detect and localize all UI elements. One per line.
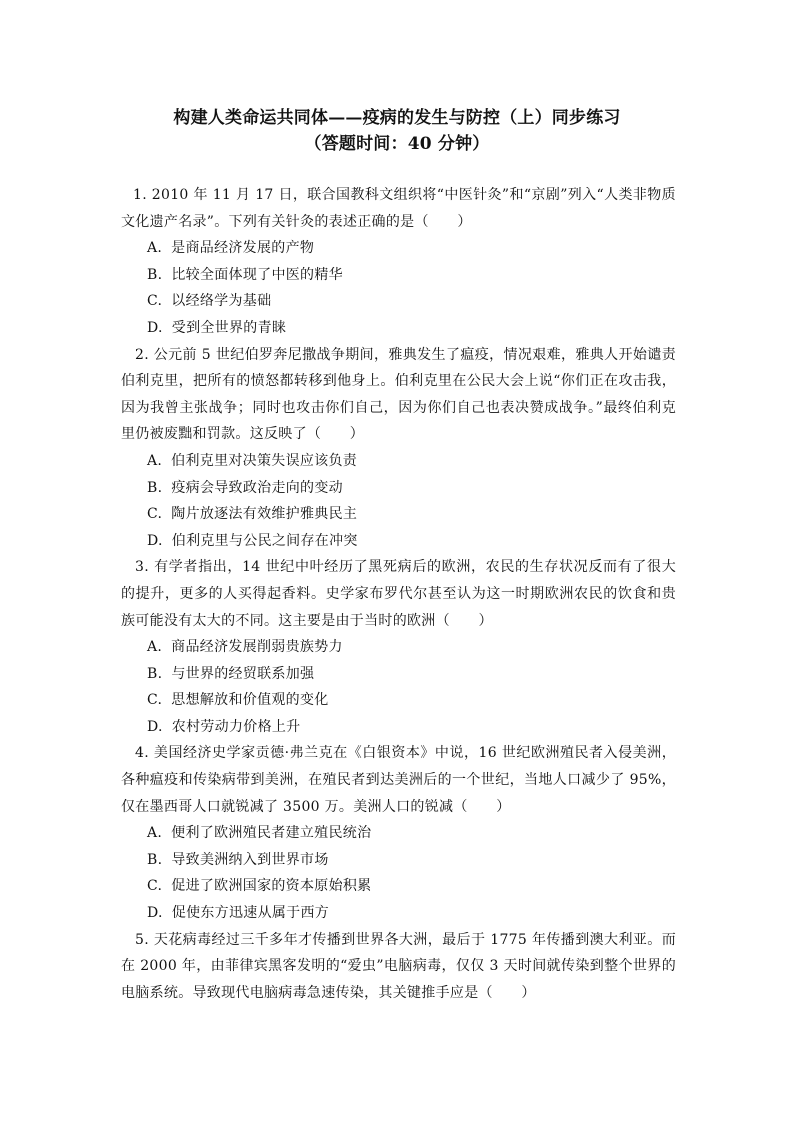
question-1 xyxy=(121,182,676,342)
option-a xyxy=(121,448,676,475)
question-4 xyxy=(121,740,676,926)
option-key: D. xyxy=(147,905,163,922)
option-text: 促进了欧洲国家的资本原始积累 xyxy=(171,878,372,895)
option-c xyxy=(121,873,676,900)
document-subtitle: （答题时间：40 分钟） xyxy=(304,134,490,154)
option-a xyxy=(121,634,676,661)
option-text: 伯利克里与公民之间存在冲突 xyxy=(171,532,358,549)
option-text: 与世界的经贸联系加强 xyxy=(171,665,315,682)
option-b xyxy=(121,475,676,502)
option-text: 以经络学为基础 xyxy=(171,293,272,310)
option-text: 思想解放和价值观的变化 xyxy=(171,692,329,709)
option-key: D. xyxy=(147,319,163,336)
option-key: D. xyxy=(147,718,163,735)
option-c xyxy=(121,687,676,714)
option-text: 是商品经济发展的产物 xyxy=(171,240,315,257)
question-stem: 5. 天花病毒经过三千多年才传播到世界各大洲，最后于 1775 年传播到澳大利亚。而在 2000 年，由菲律宾黑客发明的“爱虫”电脑病毒，仅仅 3 天时间就传染到整个世界的电脑系统。导致现代电脑病毒急速传染，其关键推手应是（ ） xyxy=(121,931,676,1001)
option-key: B. xyxy=(147,479,163,496)
option-key: C. xyxy=(147,293,163,310)
option-key: C. xyxy=(147,506,163,523)
option-b xyxy=(121,847,676,874)
option-key: A. xyxy=(147,452,163,469)
option-d xyxy=(121,315,676,342)
question-stem: 4. 美国经济史学家贡德·弗兰克在《白银资本》中说，16 世纪欧洲殖民者入侵美洲，各种瘟疫和传染病带到美洲，在殖民者到达美洲后的一个世纪，当地人口减少了 95%，仅在墨西哥人口就锐减了 3500 万。美洲人口的锐减（ ） xyxy=(121,745,676,815)
question-stem: 3. 有学者指出，14 世纪中叶经历了黑死病后的欧洲，农民的生存状况反而有了很大的提升，更多的人买得起香料。史学家布罗代尔甚至认为这一时期欧洲农民的饮食和贵族可能没有太大的不同。这主要是由于当时的欧洲（ ） xyxy=(121,559,676,629)
option-a xyxy=(121,820,676,847)
option-text: 促使东方迅速从属于西方 xyxy=(171,905,330,922)
option-key: A. xyxy=(147,240,163,257)
option-b xyxy=(121,262,676,289)
option-key: C. xyxy=(147,692,163,709)
option-key: D. xyxy=(147,532,163,549)
question-stem: 2. 公元前 5 世纪伯罗奔尼撒战争期间，雅典发生了瘟疫，情况艰难，雅典人开始谴责伯利克里，把所有的愤怒都转移到他身上。伯利克里在公民大会上说“你们正在攻击我，因为我曾主张战争；同时也攻击你们自己，因为你们自己也表决赞成战争。”最终伯利克里仍被废黜和罚款。这反映了（ ） xyxy=(121,346,676,443)
option-text: 受到全世界的青睐 xyxy=(171,319,287,336)
question-stem: 1. 2010 年 11 月 17 日，联合国教科文组织将“中医针灸”和“京剧”列入“人类非物质文化遗产名录”。下列有关针灸的表述正确的是（ ） xyxy=(121,187,676,230)
option-a xyxy=(121,235,676,262)
option-b xyxy=(121,661,676,688)
option-c xyxy=(121,288,676,315)
option-text: 比较全面体现了中医的精华 xyxy=(171,266,343,283)
option-key: B. xyxy=(147,851,163,868)
question-5 xyxy=(121,927,676,1007)
question-2 xyxy=(121,342,676,555)
question-3 xyxy=(121,554,676,740)
option-text: 导致美洲纳入到世界市场 xyxy=(171,851,329,868)
document-title: 构建人类命运共同体——疫病的发生与防控（上）同步练习 xyxy=(173,108,621,128)
option-d xyxy=(121,714,676,741)
question-list xyxy=(121,182,676,1006)
option-c xyxy=(121,501,676,528)
option-text: 疫病会导致政治走向的变动 xyxy=(171,479,343,496)
option-key: C. xyxy=(147,878,163,895)
option-d xyxy=(121,900,676,927)
option-text: 农村劳动力价格上升 xyxy=(171,718,301,735)
option-text: 陶片放逐法有效维护雅典民主 xyxy=(171,506,358,523)
option-text: 伯利克里对决策失误应该负责 xyxy=(171,452,358,469)
option-key: A. xyxy=(147,825,163,842)
option-d xyxy=(121,528,676,555)
option-key: B. xyxy=(147,266,163,283)
option-key: A. xyxy=(147,639,163,656)
option-text: 商品经济发展削弱贵族势力 xyxy=(171,639,343,656)
option-key: B. xyxy=(147,665,163,682)
option-text: 便利了欧洲殖民者建立殖民统治 xyxy=(171,825,372,842)
